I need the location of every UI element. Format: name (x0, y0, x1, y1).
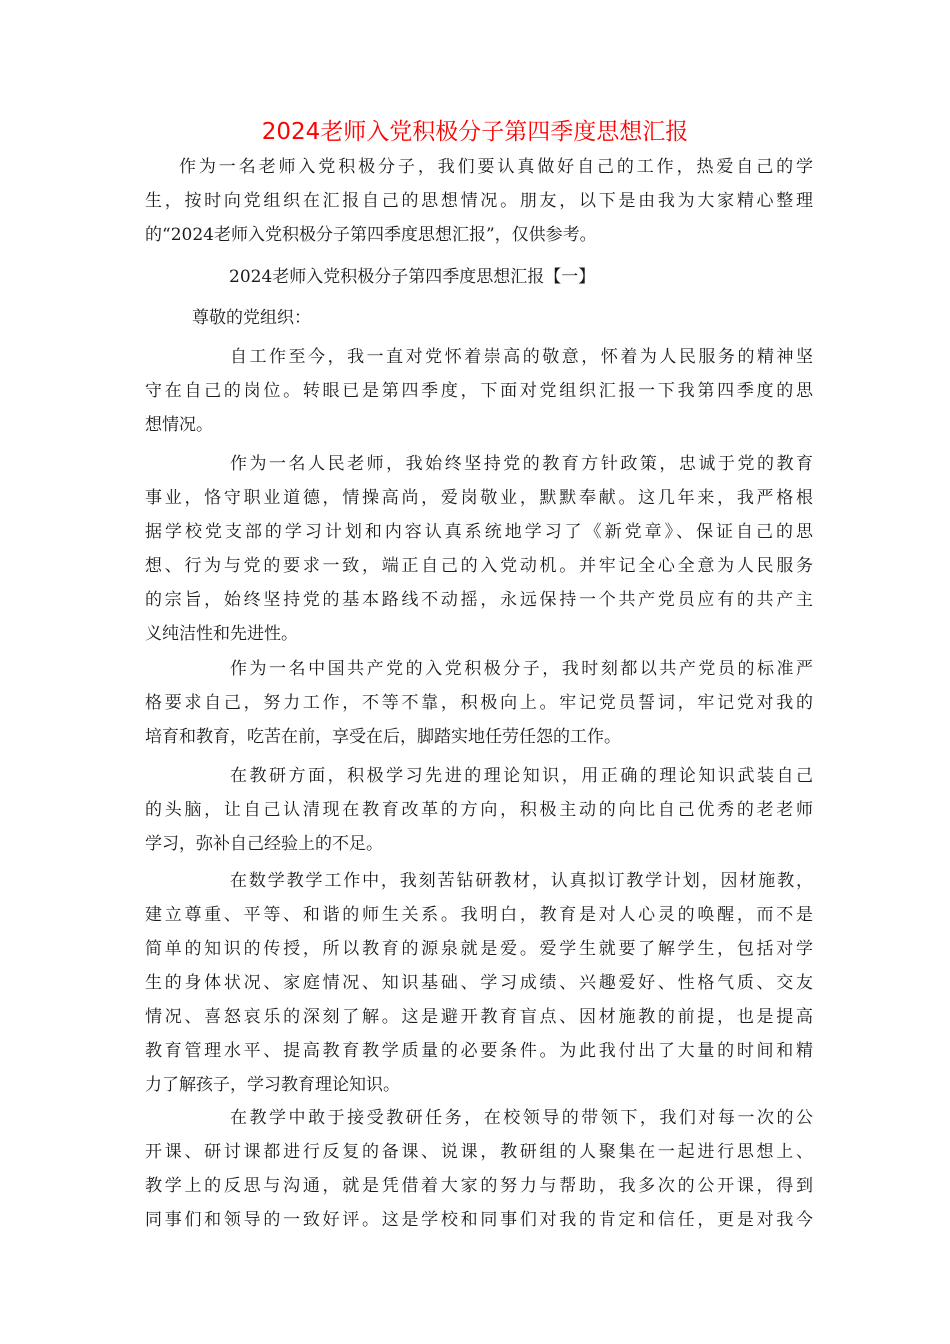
body-paragraph (145, 759, 813, 861)
text-line: 教育管理水平、提高教育教学质量的必要条件。为此我付出了大量的时间和精 (145, 1041, 813, 1061)
text-line: 同事们和领导的一致好评。这是学校和同事们对我的肯定和信任，更是对我今 (145, 1210, 813, 1230)
body-paragraph (145, 864, 813, 1102)
text-line: 自工作至今，我一直对党怀着崇高的敬意，怀着为人民服务的精神坚 (230, 347, 813, 367)
text-line: 据学校党支部的学习计划和内容认真系统地学习了《新党章》、保证自己的思 (145, 522, 813, 542)
section-heading: 2024老师入党积极分子第四季度思想汇报【一】 (229, 267, 596, 287)
text-line: 开课、研讨课都进行反复的备课、说课，教研组的人聚集在一起进行思想上、 (145, 1142, 813, 1162)
body-paragraph (145, 447, 813, 651)
text-line: 想情况。 (145, 415, 213, 435)
body-paragraph (145, 652, 813, 754)
text-line: 在教学中敢于接受教研任务，在校领导的带领下，我们对每一次的公 (230, 1108, 813, 1128)
text-line: 培育和教育，吃苦在前，享受在后，脚踏实地任劳任怨的工作。 (145, 727, 621, 747)
text-line: 事业，恪守职业道德，情操高尚，爱岗敬业，默默奉献。这几年来，我严格根 (145, 488, 813, 508)
text-line: 的“2024老师入党积极分子第四季度思想汇报”，仅供参考。 (145, 225, 597, 245)
text-line: 作为一名中国共产党的入党积极分子，我时刻都以共产党员的标准严 (230, 659, 813, 679)
document-title: 2024老师入党积极分子第四季度思想汇报 (261, 119, 689, 145)
text-line: 守在自己的岗位。转眼已是第四季度，下面对党组织汇报一下我第四季度的思 (145, 381, 813, 401)
body-paragraph (145, 1101, 813, 1237)
salutation: 尊敬的党组织： (192, 308, 311, 328)
body-paragraph (145, 340, 813, 442)
text-line: 学习，弥补自己经验上的不足。 (145, 834, 383, 854)
text-line: 的宗旨，始终坚持党的基本路线不动摇，永远保持一个共产党员应有的共产主 (145, 590, 813, 610)
text-line: 义纯洁性和先进性。 (145, 624, 298, 644)
text-line: 情况、喜怒哀乐的深刻了解。这是避开教育盲点、因材施教的前提，也是提高 (145, 1007, 813, 1027)
text-line: 想、行为与党的要求一致，端正自己的入党动机。并牢记全心全意为人民服务 (145, 556, 813, 576)
text-line: 作为一名老师入党积极分子，我们要认真做好自己的工作，热爱自己的学 (179, 157, 813, 177)
text-line: 作为一名人民老师，我始终坚持党的教育方针政策，忠诚于党的教育 (230, 454, 813, 474)
text-line: 力了解孩子，学习教育理论知识。 (145, 1075, 400, 1095)
text-line: 在数学教学工作中，我刻苦钻研教材，认真拟订教学计划，因材施教， (230, 871, 813, 891)
text-line: 建立尊重、平等、和谐的师生关系。我明白，教育是对人心灵的唤醒，而不是 (145, 905, 813, 925)
text-line: 简单的知识的传授，所以教育的源泉就是爱。爱学生就要了解学生，包括对学 (145, 939, 813, 959)
intro-paragraph (145, 150, 813, 252)
text-line: 在教研方面，积极学习先进的理论知识，用正确的理论知识武装自己 (230, 766, 813, 786)
text-line: 的头脑，让自己认清现在教育改革的方向，积极主动的向比自己优秀的老老师 (145, 800, 813, 820)
text-line: 格要求自己，努力工作，不等不靠，积极向上。牢记党员誓词，牢记党对我的 (145, 693, 813, 713)
text-line: 生的身体状况、家庭情况、知识基础、学习成绩、兴趣爱好、性格气质、交友 (145, 973, 813, 993)
text-line: 生，按时向党组织在汇报自己的思想情况。朋友，以下是由我为大家精心整理 (145, 191, 813, 211)
text-line: 教学上的反思与沟通，就是凭借着大家的努力与帮助，我多次的公开课，得到 (145, 1176, 813, 1196)
